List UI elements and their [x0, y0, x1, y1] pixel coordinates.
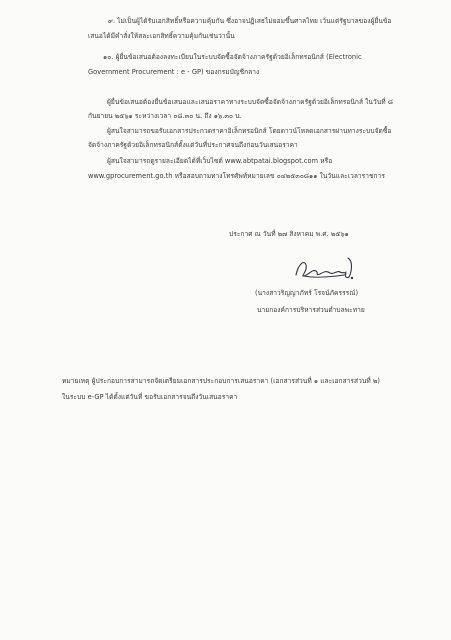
clause-10-line-2: Government Procurement : e - GP) ของกรมบัญชีกลาง: [88, 68, 260, 76]
clause-9-line-1: ๙. ไม่เป็นผู้ได้รับเอกสิทธิ์หรือความคุ้มกัน ซึ่งอาจปฏิเสธไม่ยอมขึ้นศาลไทย เว้นแต่รัฐบาลของผู้ยื่นข้อ: [108, 17, 392, 25]
website-line-1: ผู้สนใจสามารถดูรายละเอียดได้ที่เว็บไซต์ www.abtpatai.blogspot.com หรือ: [107, 157, 333, 165]
clause-10-line-1: ๑๐. ผู้ยื่นข้อเสนอต้องลงทะเบียนในระบบจัดซื้อจัดจ้างภาครัฐด้วยอิเล็กทรอนิกส์ (Electronic: [103, 53, 362, 61]
website-line-2: www.gprocurement.go.th หรือสอบถามทางโทรศัพท์หมายเลข ๐๔๒๕๓๐๘๑๑ ในวันและเวลาราชการ: [88, 172, 385, 180]
remark-line-1: หมายเหตุ ผู้ประกอบการสามารถจัดเตรียมเอกสารประกอบการเสนอราคา (เอกสารส่วนที่ ๑ และเอกสารส่วนที่ ๒): [62, 377, 380, 385]
signatory-name: (นางสาวริญญาภัทร์ โรจน์ภัครรรณ์): [255, 289, 359, 297]
submission-line-1: ผู้ยื่นข้อเสนอต้องยื่นข้อเสนอและเสนอราคาทางระบบจัดซื้อจัดจ้างภาครัฐด้วยอิเล็กทรอนิกส์ ในวันที่ ๘: [107, 98, 393, 106]
handwritten-signature: [290, 250, 360, 286]
submission-line-2: กันยายน ๒๕๖๑ ระหว่างเวลา ๐๘.๓๐ น. ถึง ๑๖.๓๐ น.: [88, 112, 242, 120]
clause-9-line-2: เสนอได้มีคำสั่งให้สละเอกสิทธิ์ความคุ้มกันเช่นว่านั้น: [88, 32, 235, 40]
announcement-date: ประกาศ ณ วันที่ ๒๗ สิงหาคม พ.ศ. ๒๕๖๑: [229, 230, 349, 238]
signatory-position: นายกองค์การบริหารส่วนตำบลพะทาย: [257, 306, 365, 314]
remark-line-2: ในระบบ e-GP ได้ตั้งแต่วันที่ ขอรับเอกสารจนถึงวันเสนอราคา: [62, 393, 238, 401]
document-request-line-2: จัดจ้างภาครัฐด้วยอิเล็กทรอนิกส์ตั้งแต่วันที่ประกาศจนถึงก่อนวันเสนอราคา: [88, 141, 298, 149]
document-request-line-1: ผู้สนใจสามารถขอรับเอกสารประกวดราคาอิเล็กทรอนิกส์ โดยดาวน์โหลดเอกสารผ่านทางระบบจัดซื้อ: [107, 127, 392, 135]
